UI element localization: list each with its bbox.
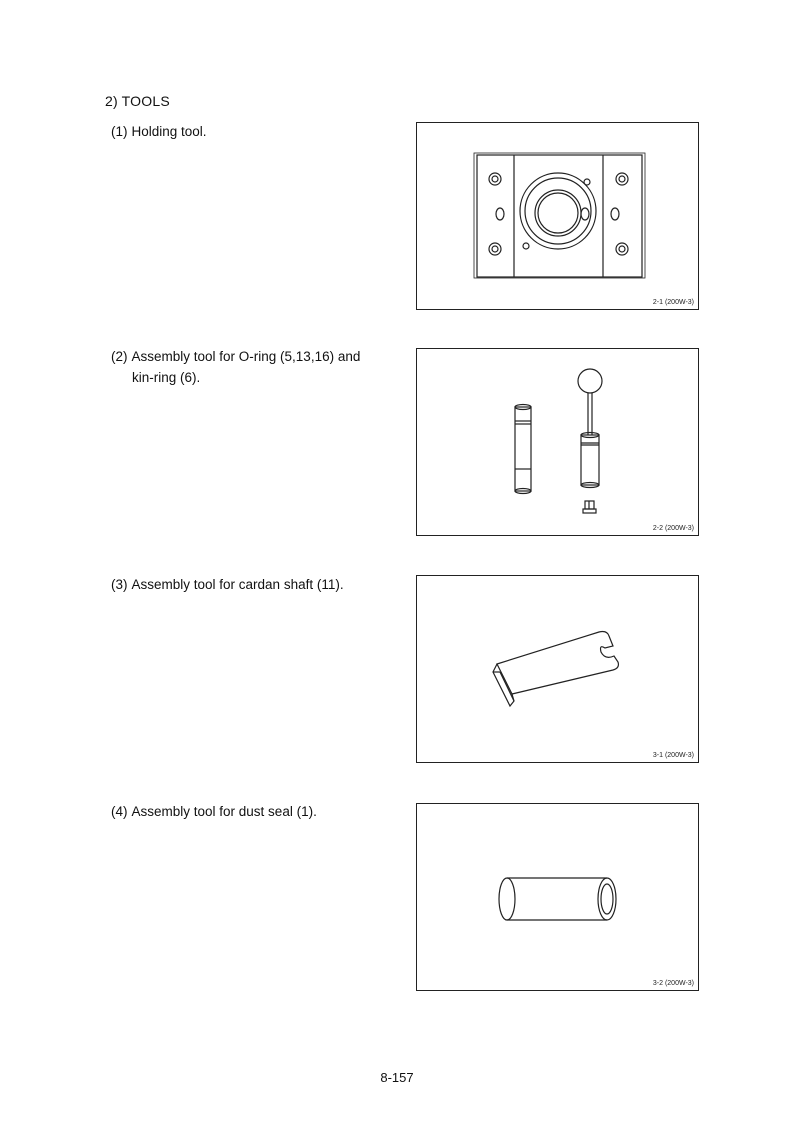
o-ring-tool-icon [417, 349, 700, 537]
dust-seal-tool-icon [417, 804, 700, 992]
item-3-number: (3) [111, 577, 128, 592]
figure-dust-seal-tool [416, 803, 699, 991]
cardan-shaft-tool-icon [417, 576, 700, 764]
item-3-line1: Assembly tool for cardan shaft (11). [131, 577, 344, 592]
page-number: 8-157 [380, 1070, 414, 1085]
item-2-number: (2) [111, 349, 128, 364]
holding-tool-icon [417, 123, 700, 311]
item-2-text [111, 346, 379, 388]
item-4-text [111, 801, 379, 822]
figure-o-ring-tool [416, 348, 699, 536]
item-4-line1: Assembly tool for dust seal (1). [131, 804, 317, 819]
figure-caption: 3-1 (200W-3) [652, 752, 694, 759]
item-3-text [111, 574, 379, 595]
figure-cardan-shaft-tool [416, 575, 699, 763]
item-1-line1: Holding tool. [131, 124, 207, 139]
figure-holding-tool [416, 122, 699, 310]
figure-caption: 3-2 (200W-3) [652, 980, 694, 987]
item-2-line1: Assembly tool for O-ring (5,13,16) and [131, 349, 361, 364]
item-4-number: (4) [111, 804, 128, 819]
figure-caption: 2-1 (200W-3) [652, 299, 694, 306]
figure-caption: 2-2 (200W-3) [652, 525, 694, 532]
item-1-text [111, 121, 379, 142]
item-2-line2: kin-ring (6). [132, 370, 201, 385]
section-title: 2) TOOLS [105, 93, 170, 109]
item-1-number: (1) [111, 124, 128, 139]
